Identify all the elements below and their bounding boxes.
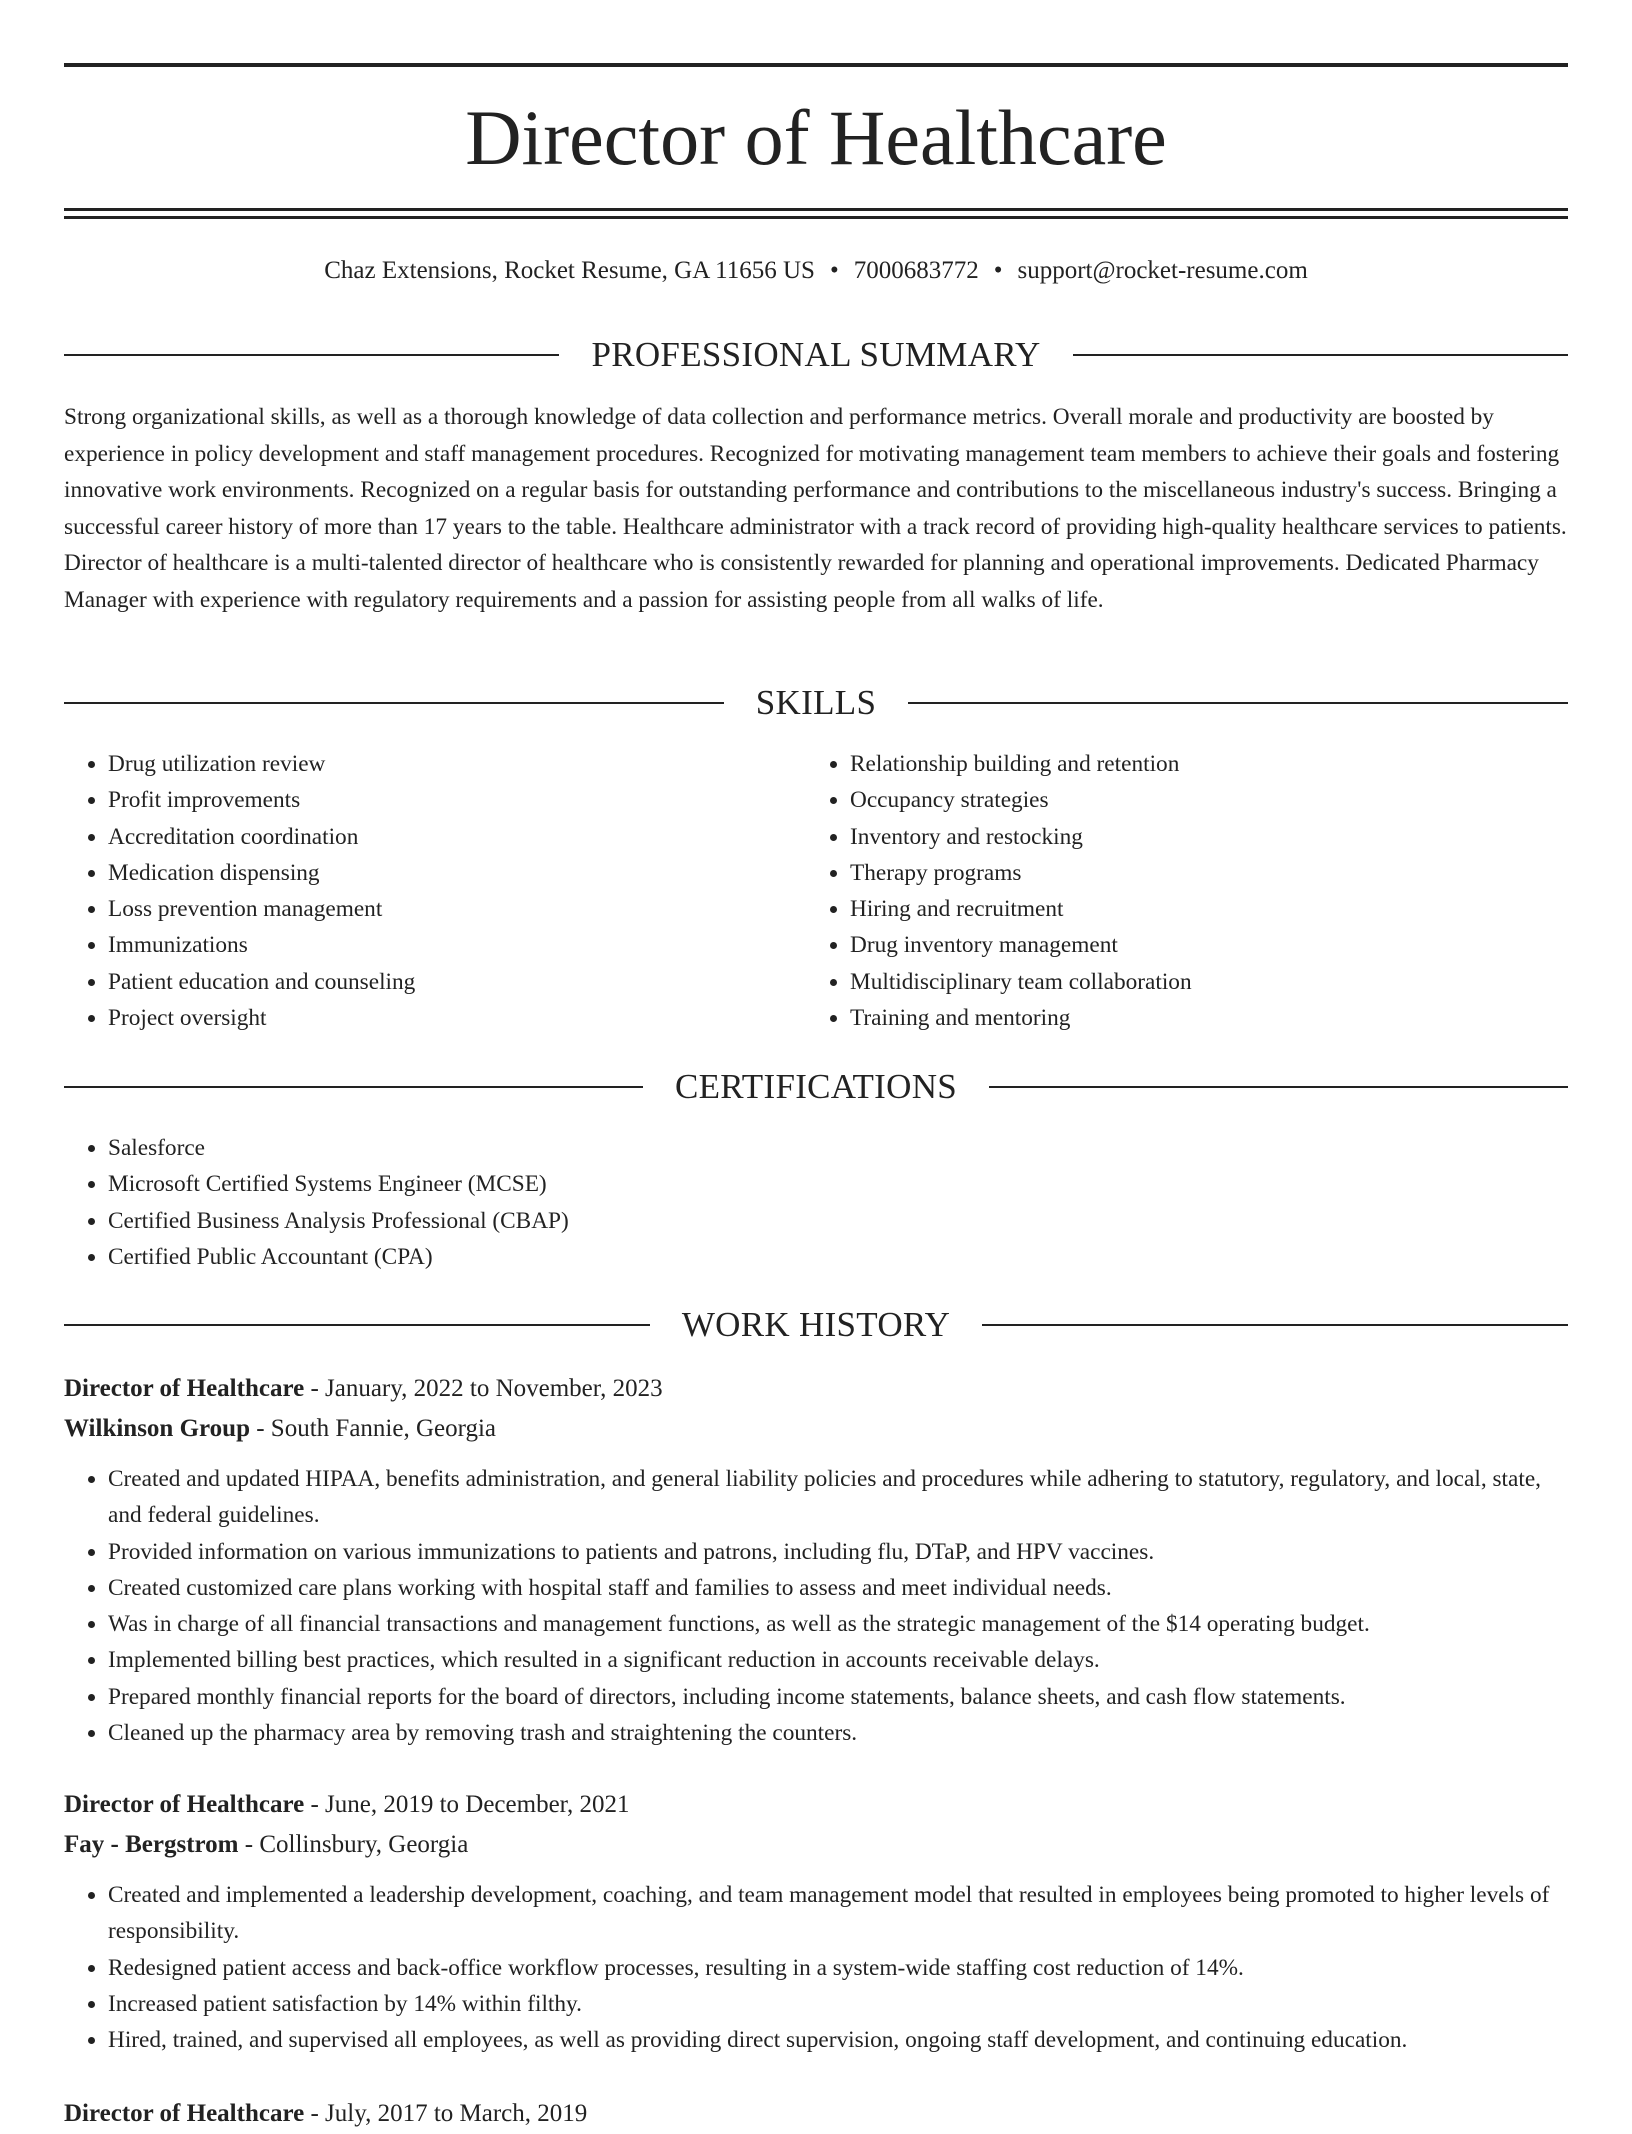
job-company-line <box>64 1409 1568 1449</box>
contact-phone: 7000683772 <box>853 257 979 284</box>
skill-item: • Relationship building and retention <box>850 746 1548 782</box>
job-dates: - July, 2017 to March, 2019 <box>310 2100 588 2127</box>
title-double-rule-lower <box>64 216 1568 219</box>
heading-rule <box>1073 354 1568 356</box>
contact-email: support@rocket-resume.com <box>1017 257 1308 284</box>
job-bullets <box>64 1461 1568 1751</box>
job-company: Wilkinson Group <box>64 1415 250 1442</box>
skill-item: • Project oversight <box>108 1000 806 1036</box>
contact-separator: • <box>993 257 1003 284</box>
heading-rule <box>64 354 559 356</box>
skills-grid <box>64 746 1568 1036</box>
certifications-block <box>64 1130 1568 1275</box>
heading-rule <box>908 702 1568 704</box>
skill-item: • Medication dispensing <box>108 855 806 891</box>
job-bullet: • Increased patient satisfaction by 14% within filthy. <box>108 1986 1568 2022</box>
heading-rule <box>982 1324 1568 1326</box>
job-bullet: • Provided information on various immunizations to patients and patrons, including flu, DTaP, and HPV vaccines. <box>108 1534 1568 1570</box>
skill-item: • Profit improvements <box>108 782 806 818</box>
job-company: Fay - Bergstrom <box>64 1831 239 1858</box>
section-heading-work-history <box>64 1305 1568 1345</box>
certification-item: • Certified Public Accountant (CPA) <box>108 1239 1568 1275</box>
skills-list-left <box>64 746 806 1036</box>
section-heading-summary <box>64 335 1568 375</box>
section-title: SKILLS <box>755 683 877 722</box>
section-heading-certifications <box>64 1067 1568 1107</box>
skill-item: • Immunizations <box>108 927 806 963</box>
job-bullet: • Created and implemented a leadership development, coaching, and team management model that resulted in employees being promoted to higher levels of responsibility. <box>108 1877 1568 1950</box>
job-bullet: • Created and updated HIPAA, benefits administration, and general liability policies and procedures while adhering to statutory, regulatory, and local, state, and federal guidelines. <box>108 1461 1568 1534</box>
job-bullet: • Prepared monthly financial reports for the board of directors, including income statements, balance sheets, and cash flow statements. <box>108 1679 1568 1715</box>
skills-column-left <box>64 746 806 1036</box>
skills-list-right <box>806 746 1548 1036</box>
job-title: Director of Healthcare <box>64 1375 305 1402</box>
skill-item: • Multidisciplinary team collaboration <box>850 964 1548 1000</box>
certification-item: • Salesforce <box>108 1130 1568 1166</box>
skill-item: • Therapy programs <box>850 855 1548 891</box>
top-rule <box>64 63 1568 67</box>
job-title-line <box>64 1369 1568 1409</box>
job-title: Director of Healthcare <box>64 1791 305 1818</box>
certification-item: • Microsoft Certified Systems Engineer (MCSE) <box>108 1166 1568 1202</box>
job-bullet: • Was in charge of all financial transactions and management functions, as well as the strategic management of the $14 operating budget. <box>108 1606 1568 1642</box>
heading-rule <box>64 1086 643 1088</box>
heading-rule <box>64 702 724 704</box>
skill-item: • Hiring and recruitment <box>850 891 1548 927</box>
section-title: WORK HISTORY <box>681 1305 951 1344</box>
job-bullets <box>64 1877 1568 2058</box>
job-entry <box>64 2094 1568 2134</box>
section-title: PROFESSIONAL SUMMARY <box>591 335 1041 374</box>
job-bullet: • Created customized care plans working with hospital staff and families to assess and meet individual needs. <box>108 1570 1568 1606</box>
job-title: Director of Healthcare <box>64 2100 305 2127</box>
skill-item: • Patient education and counseling <box>108 964 806 1000</box>
skill-item: • Occupancy strategies <box>850 782 1548 818</box>
job-entry <box>64 1785 1568 2058</box>
contact-separator: • <box>829 257 839 284</box>
summary-paragraph: Strong organizational skills, as well as a thorough knowledge of data collection and performance metrics. Overall morale and productivity are boosted by experience in policy development and staff management procedures. Recognized for motivating management team members to achieve their goals and fostering innovative work environments. Recognized on a regular basis for outstanding performance and contributions to the miscellaneous industry's success. Bringing a successful career history of more than 17 years to the table. Healthcare administrator with a track record of providing high-quality healthcare services to patients. Director of healthcare is a multi-talented director of healthcare who is consistently rewarded for planning and operational improvements. Dedicated Pharmacy Manager with experience with regulatory requirements and a passion for assisting people from all walks of life. <box>64 404 1567 613</box>
job-company-line <box>64 1825 1568 1865</box>
skills-column-right <box>806 746 1548 1036</box>
skill-item: • Drug utilization review <box>108 746 806 782</box>
job-bullet: • Cleaned up the pharmacy area by removing trash and straightening the counters. <box>108 1715 1568 1751</box>
job-bullet: • Redesigned patient access and back-office workflow processes, resulting in a system-wide staffing cost reduction of 14%. <box>108 1950 1568 1986</box>
job-bullet: • Hired, trained, and supervised all employees, as well as providing direct supervision, ongoing staff development, and continuing education. <box>108 2022 1568 2058</box>
skill-item: • Drug inventory management <box>850 927 1548 963</box>
job-entry <box>64 1369 1568 1751</box>
heading-rule <box>989 1086 1568 1088</box>
skill-item: • Loss prevention management <box>108 891 806 927</box>
skill-item: • Inventory and restocking <box>850 819 1548 855</box>
section-title: CERTIFICATIONS <box>674 1067 958 1106</box>
certifications-list <box>64 1130 1568 1275</box>
job-title-line <box>64 2094 1568 2134</box>
contact-address: Chaz Extensions, Rocket Resume, GA 11656 US <box>324 257 815 284</box>
job-dates: - January, 2022 to November, 2023 <box>310 1375 663 1402</box>
contact-line <box>64 254 1568 288</box>
section-heading-skills <box>64 683 1568 723</box>
title-double-rule-upper <box>64 208 1568 211</box>
job-dates: - June, 2019 to December, 2021 <box>310 1791 630 1818</box>
job-location: - South Fannie, Georgia <box>256 1415 497 1442</box>
page-title: Director of Healthcare <box>465 94 1167 181</box>
job-bullet: • Implemented billing best practices, which resulted in a significant reduction in accounts receivable delays. <box>108 1642 1568 1678</box>
certification-item: • Certified Business Analysis Professional (CBAP) <box>108 1203 1568 1239</box>
heading-rule <box>64 1324 650 1326</box>
skill-item: • Training and mentoring <box>850 1000 1548 1036</box>
job-title-line <box>64 1785 1568 1825</box>
job-location: - Collinsbury, Georgia <box>244 1831 469 1858</box>
skill-item: • Accreditation coordination <box>108 819 806 855</box>
